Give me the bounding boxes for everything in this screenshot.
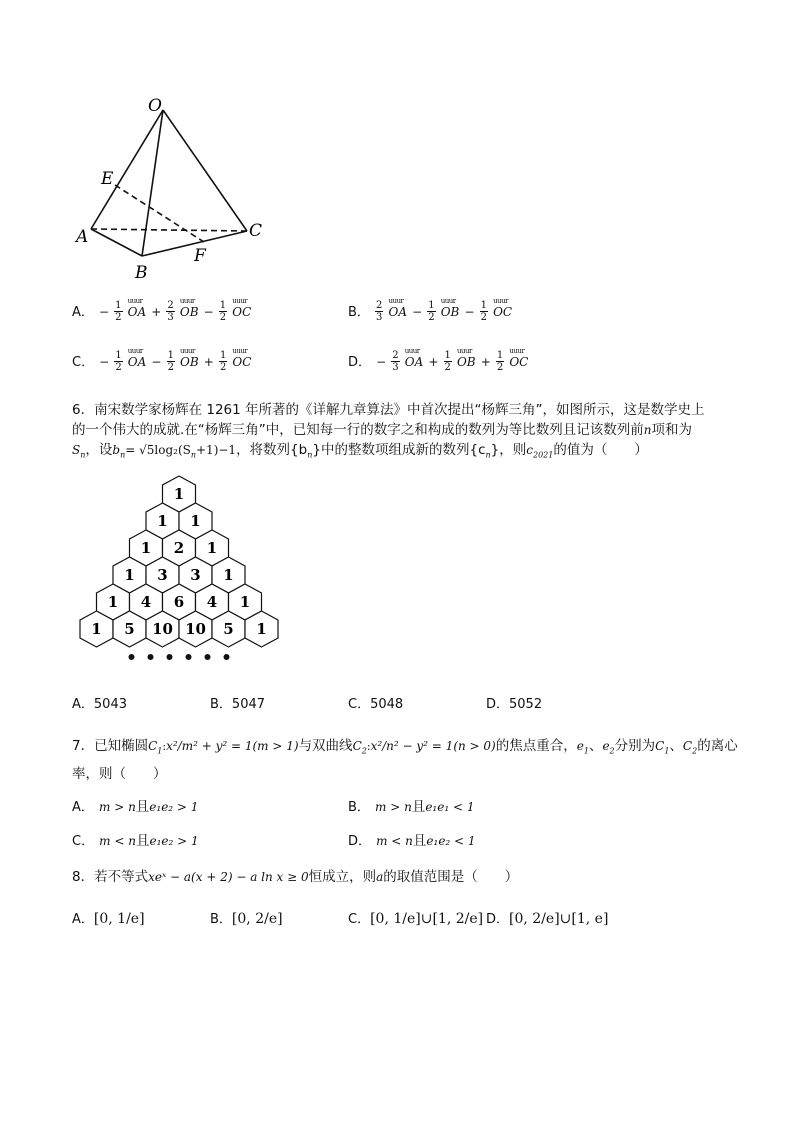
q8-option-a[interactable] [72, 908, 145, 927]
q7-option-c[interactable] [72, 829, 199, 849]
option-letter: C． [348, 912, 371, 927]
hex-value: 1 [239, 593, 251, 611]
q8-option-b[interactable] [210, 908, 283, 927]
text: 的焦点重合， [495, 738, 577, 754]
vector-OA: uuur OA [128, 355, 147, 369]
ellipsis-dot [205, 654, 211, 660]
condition: e₁e₂ > 1 [149, 800, 199, 814]
fraction: $\frac{2}{3}$ [376, 300, 383, 323]
var-b: b [112, 443, 121, 457]
option-letter: B． [348, 800, 370, 815]
text: 的值为（ ） [553, 442, 648, 458]
var-S: S [72, 443, 81, 457]
option-letter: D． [348, 834, 372, 849]
fraction: $\frac{1}{2}$ [219, 300, 227, 323]
vector-OA: uuur OA [405, 355, 424, 369]
var-c: c [526, 443, 533, 457]
interval: [0, 2/e]∪[1, e] [509, 911, 609, 927]
hex-value: 5 [223, 620, 234, 638]
text: ，设 [85, 442, 113, 458]
operator: − [464, 305, 475, 319]
option-letter: A． [72, 912, 94, 927]
text: 、 [669, 738, 683, 754]
hex-value: 1 [190, 512, 201, 530]
text: 的离心 [697, 738, 738, 754]
sign: − [99, 305, 110, 319]
label-F: F [194, 246, 206, 266]
text: 恒成立，则 [308, 869, 377, 885]
text: 项和为 [651, 422, 693, 438]
operator: − [412, 305, 423, 319]
var-C: C [682, 739, 693, 753]
option-letter: D． [348, 355, 372, 370]
ellipsis-dot [167, 654, 173, 660]
option-letter: A． [72, 305, 94, 320]
fraction: $\frac{1}{2}$ [115, 300, 122, 323]
option-letter: B． [210, 697, 232, 712]
operator: − [151, 355, 162, 369]
q8-stem [72, 865, 518, 885]
sign: − [376, 355, 387, 369]
text: 、 [588, 738, 603, 754]
edge-AC-dashed [91, 229, 247, 231]
hex-value: 1 [256, 620, 267, 638]
fraction: $\frac{2}{3}$ [392, 350, 399, 373]
vector-OA: uuur OA [128, 305, 147, 319]
option-letter: A． [72, 800, 94, 815]
hex-value: 10 [185, 620, 206, 638]
q6-option-a[interactable] [72, 693, 127, 712]
fraction: $\frac{1}{2}$ [496, 350, 504, 373]
label-O: O [148, 96, 162, 116]
hex-value: 4 [206, 593, 218, 611]
q7-option-d[interactable] [348, 829, 476, 849]
fraction: $\frac{2}{3}$ [167, 300, 174, 323]
hex-value: 6 [173, 593, 185, 611]
operator: + [151, 305, 162, 319]
hex-value: 1 [124, 566, 135, 584]
formula: +1)−1 [196, 443, 237, 457]
hyperbola-equation: x²/n² − y² = 1(n > 0) [370, 739, 496, 753]
subscript: 2021 [532, 450, 554, 460]
hex-value: 2 [173, 539, 185, 557]
q8-option-c[interactable] [348, 908, 483, 927]
relation: m < n [99, 834, 136, 848]
subscript: n [307, 450, 313, 460]
subscript: n [80, 450, 86, 460]
subscript: 1 [157, 746, 163, 756]
condition: e₁e₁ < 1 [425, 800, 475, 814]
hex-value: 3 [157, 566, 168, 584]
q7-option-a[interactable] [72, 795, 198, 815]
hex-value: 1 [140, 539, 152, 557]
text: }中的整数项组成新的数列{c [312, 442, 486, 458]
hex-value: 1 [157, 512, 168, 530]
edge-OB [142, 110, 163, 256]
fraction: $\frac{1}{2}$ [428, 300, 435, 323]
option-value: 5043 [93, 697, 127, 712]
q5-option-a[interactable] [72, 300, 251, 323]
option-letter: C． [348, 697, 371, 712]
segment-EF-dashed [115, 185, 204, 242]
option-letter: D． [486, 697, 510, 712]
text: 7．已知椭圆 [72, 738, 149, 754]
text: }，则 [490, 442, 527, 458]
vector-OB: uuur OB [180, 355, 199, 369]
option-letter: A． [72, 697, 94, 712]
q6-stem-line1: 6．南宋数学家杨辉在 1261 年所著的《详解九章算法》中首次提出“杨辉三角”，如图所示，这是数学史上 [72, 402, 705, 418]
tetrahedron-figure [70, 92, 280, 287]
relation: m > n [99, 800, 136, 814]
subscript: n [485, 450, 491, 460]
fraction: $\frac{1}{2}$ [480, 300, 487, 323]
label-A: A [76, 227, 89, 247]
q6-option-b[interactable] [210, 693, 265, 712]
subscript: n [190, 450, 196, 460]
ellipsis-dot [148, 654, 154, 660]
subscript: 1 [583, 746, 589, 756]
vector-OC: uuur OC [232, 355, 251, 369]
subscript: 2 [609, 746, 615, 756]
hex-value: 1 [223, 566, 234, 584]
vector-OC: uuur OC [493, 305, 512, 319]
q6-stem-line2 [72, 418, 692, 438]
subscript: n [120, 450, 126, 460]
formula: = √5log₂(S [125, 443, 191, 457]
hex-value: 1 [91, 620, 102, 638]
fraction: $\frac{1}{2}$ [219, 350, 227, 373]
subscript: 2 [361, 746, 367, 756]
ellipsis-dot [224, 654, 230, 660]
q8-option-d[interactable] [486, 908, 608, 927]
q7-option-b[interactable] [348, 795, 474, 815]
fraction: $\frac{1}{2}$ [444, 350, 451, 373]
label-E: E [101, 169, 114, 189]
q7-stem-line1: 7．已知椭圆$C_1:x^2/m^2 + y^2 = 1(m > 1)$与双曲线$C_2:x^2/n^2 - y^2 = 1(n > 0)$的焦点重合，$e_1$、$e_2$分别为$C_1$、$C_2$的离心 [72, 738, 738, 756]
text: 且 [135, 799, 150, 815]
ellipse-equation: x²/m² + y² = 1(m > 1) [166, 739, 299, 753]
label-C: C [249, 221, 263, 241]
hex-value: 1 [206, 539, 218, 557]
ellipsis-dot [129, 654, 135, 660]
var-e: e [602, 739, 610, 753]
sign: − [99, 355, 110, 369]
hex-value: 4 [140, 593, 152, 611]
vector-OC: uuur OC [232, 305, 251, 319]
fraction: $\frac{1}{2}$ [167, 350, 174, 373]
option-value: 5047 [231, 697, 266, 712]
text: 与双曲线 [298, 738, 353, 754]
text: 且 [412, 833, 427, 849]
text: 8．若不等式 [72, 869, 149, 885]
option-letter: B． [348, 305, 370, 320]
text: ，将数列{b [236, 442, 308, 458]
relation: m > n [375, 800, 412, 814]
operator: + [203, 355, 214, 369]
var-n: n [643, 423, 652, 437]
option-letter: B． [210, 912, 232, 927]
q6-stem-line3 [72, 438, 648, 460]
option-letter: C． [72, 834, 95, 849]
interval: [0, 2/e] [231, 911, 283, 927]
relation: m < n [376, 834, 413, 848]
option-letter: C． [72, 355, 95, 370]
vector-OB: uuur OB [441, 305, 460, 319]
vector-OB: uuur OB [457, 355, 476, 369]
var-C: C [352, 739, 362, 753]
q6-option-d[interactable] [486, 693, 542, 712]
text: 且 [135, 833, 150, 849]
yanghui-triangle [74, 474, 284, 679]
subscript: 1 [664, 746, 670, 756]
option-value: 5048 [370, 697, 404, 712]
var-C: C [148, 739, 158, 753]
condition: e₁e₂ < 1 [426, 834, 476, 848]
interval: [0, 1/e] [93, 911, 145, 927]
fraction: $\frac{1}{2}$ [115, 350, 122, 373]
ellipsis-dot [186, 654, 192, 660]
q5-option-c[interactable] [72, 350, 251, 373]
q6-option-c[interactable] [348, 693, 403, 712]
vector-OA: uuur OA [388, 305, 407, 319]
edge-AB [91, 229, 142, 256]
text: 的取值范围是（ ） [383, 869, 519, 885]
interval: [0, 1/e]∪[1, 2/e] [370, 911, 484, 927]
edge-OC [163, 110, 247, 231]
hex-value: 10 [152, 620, 173, 638]
text: 且 [411, 799, 426, 815]
hex-value: 1 [107, 593, 119, 611]
option-letter: D． [486, 912, 510, 927]
var-a: a [376, 870, 384, 884]
operator: + [480, 355, 491, 369]
vector-OB: uuur OB [180, 305, 199, 319]
q5-option-b[interactable] [348, 300, 512, 323]
subscript: 2 [692, 746, 698, 756]
q7-stem-line2: 率，则（ ） [72, 766, 167, 782]
vector-OC: uuur OC [509, 355, 528, 369]
q5-option-d[interactable] [348, 350, 528, 373]
hex-value: 3 [190, 566, 201, 584]
operator: − [203, 305, 214, 319]
hex-value: 1 [173, 485, 185, 503]
var-e: e [576, 739, 584, 753]
inequality: xeˣ − a(x + 2) − a ln x ≥ 0 [148, 870, 309, 884]
hex-value: 5 [124, 620, 135, 638]
text: 分别为 [614, 738, 656, 754]
text: 的一个伟大的成就.在“杨辉三角”中，已知每一行的数字之和构成的数列为等比数列且记该数列前 [72, 422, 644, 438]
label-B: B [135, 263, 148, 283]
condition: e₁e₂ > 1 [149, 834, 199, 848]
option-value: 5052 [509, 697, 543, 712]
operator: + [428, 355, 439, 369]
var-C: C [655, 739, 665, 753]
